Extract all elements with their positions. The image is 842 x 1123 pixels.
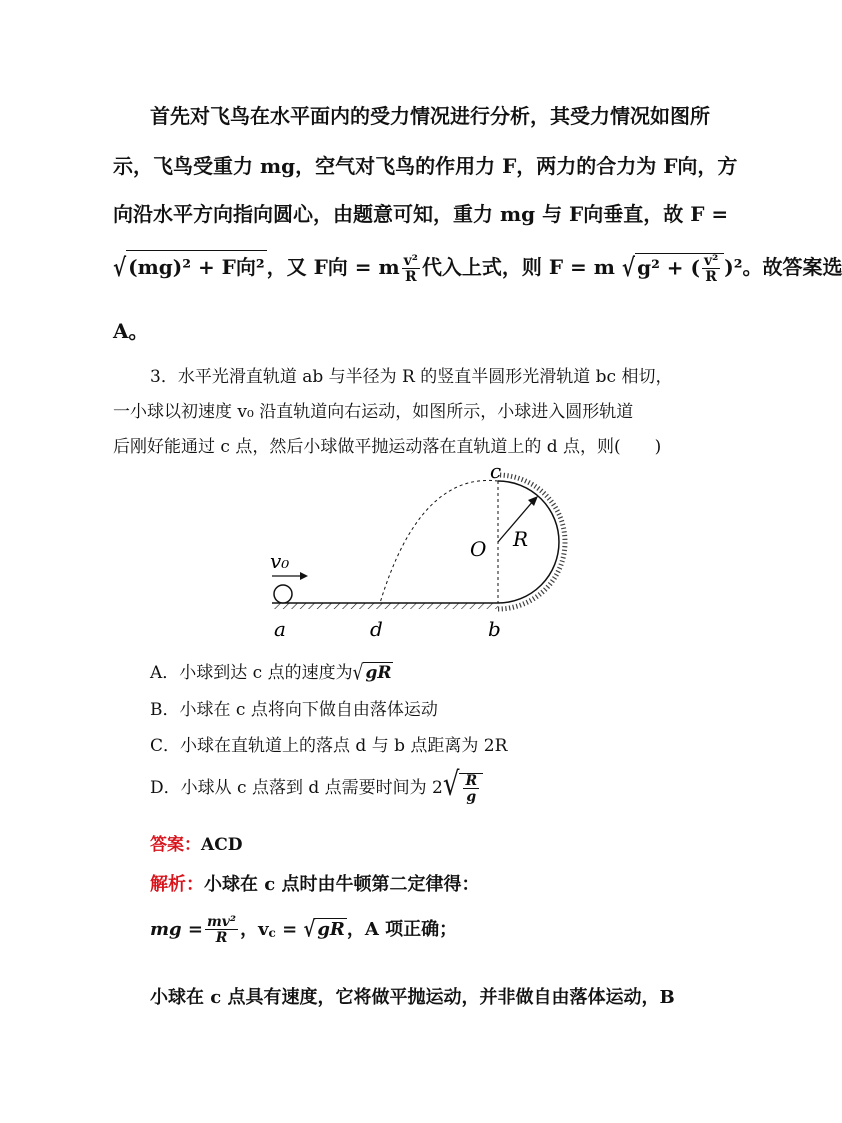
analysis-label: 解析： [150, 874, 204, 895]
para1-line4 [113, 250, 842, 284]
option-a: A．小球到达 c 点的速度为√ gR [150, 660, 392, 686]
para1-text-b: ，又 F向 = m [266, 255, 400, 279]
para1-line1: 首先对飞鸟在水平面内的受力情况进行分析，其受力情况如图所 [150, 104, 710, 128]
answer-value: ACD [201, 835, 243, 855]
option-d: D．小球从 c 点落到 d 点需要时间为 2√ $\frac{R}{g}$ [150, 770, 483, 804]
label-O: O [470, 537, 487, 561]
para1-line2: 示，飞鸟受重力 mg，空气对飞鸟的作用力 F，两力的合力为 F向，方 [113, 154, 738, 178]
sqrt-expr-2: g² + ( $\frac{\text{v²}}{R}$ [635, 253, 724, 284]
fraction-r-g: $\frac{R}{g}$ [465, 772, 478, 805]
question-line2: 一小球以初速度 v₀ 沿直轨道向右运动，如图所示，小球进入圆形轨道 [113, 402, 634, 422]
fraction-mv2-r: $\frac{\text{mv²}}{R}$ [206, 914, 237, 946]
sqrt-sign: √ [113, 252, 127, 282]
sqrt-sign-2: √ [621, 252, 636, 282]
fraction-v2-r: $\frac{\text{v²}}{R}$ [403, 252, 418, 285]
para1-text-e: )²。故答案选 [724, 255, 842, 279]
label-v0: v₀ [270, 549, 290, 573]
analysis-line1: 解析：小球在 c 点时由牛顿第二定律得： [150, 874, 480, 895]
velocity-arrowhead [300, 572, 308, 580]
semicircle-hatch [498, 475, 565, 609]
para1-text-c: 代入上式，则 F = m [421, 255, 615, 279]
sqrt-expr: (mg)² + F向² [126, 250, 266, 280]
ground-hatch [272, 603, 498, 609]
ball [274, 585, 292, 603]
answer-label: 答案： [150, 835, 201, 855]
label-d: d [370, 617, 383, 641]
label-b: b [488, 617, 501, 641]
sqrt-sign-a: √ [352, 660, 364, 686]
track-diagram [260, 459, 570, 644]
para1-line5: A。 [113, 319, 149, 343]
analysis-equation: mg = $\frac{\text{mv²}}{R}$ ，vc = √ gR ，A 项正确； [150, 914, 458, 946]
sqrt-sign-d: √ [442, 766, 460, 804]
label-R: R [513, 527, 529, 551]
option-b: B．小球在 c 点将向下做自由落体运动 [150, 700, 438, 720]
label-c: c [490, 459, 502, 483]
question-line1: 3．水平光滑直轨道 ab 与半径为 R 的竖直半圆形光滑轨道 bc 相切， [150, 367, 673, 387]
fraction-v2-r-2: $\frac{\text{v²}}{R}$ [703, 252, 719, 285]
answer [150, 830, 242, 855]
semicircle-track [498, 481, 559, 603]
option-c: C．小球在直轨道上的落点 d 与 b 点距离为 2R [150, 736, 508, 756]
sqrt-sign-eq: √ [303, 916, 316, 943]
analysis-line3: 小球在 c 点具有速度，它将做平抛运动，并非做自由落体运动，B [150, 987, 675, 1008]
label-a: a [274, 617, 286, 641]
para1-line3: 向沿水平方向指向圆心，由题意可知，重力 mg 与 F向垂直，故 F = [113, 202, 729, 226]
question-line3: 后刚好能通过 c 点，然后小球做平抛运动落在直轨道上的 d 点，则( ) [113, 437, 662, 457]
